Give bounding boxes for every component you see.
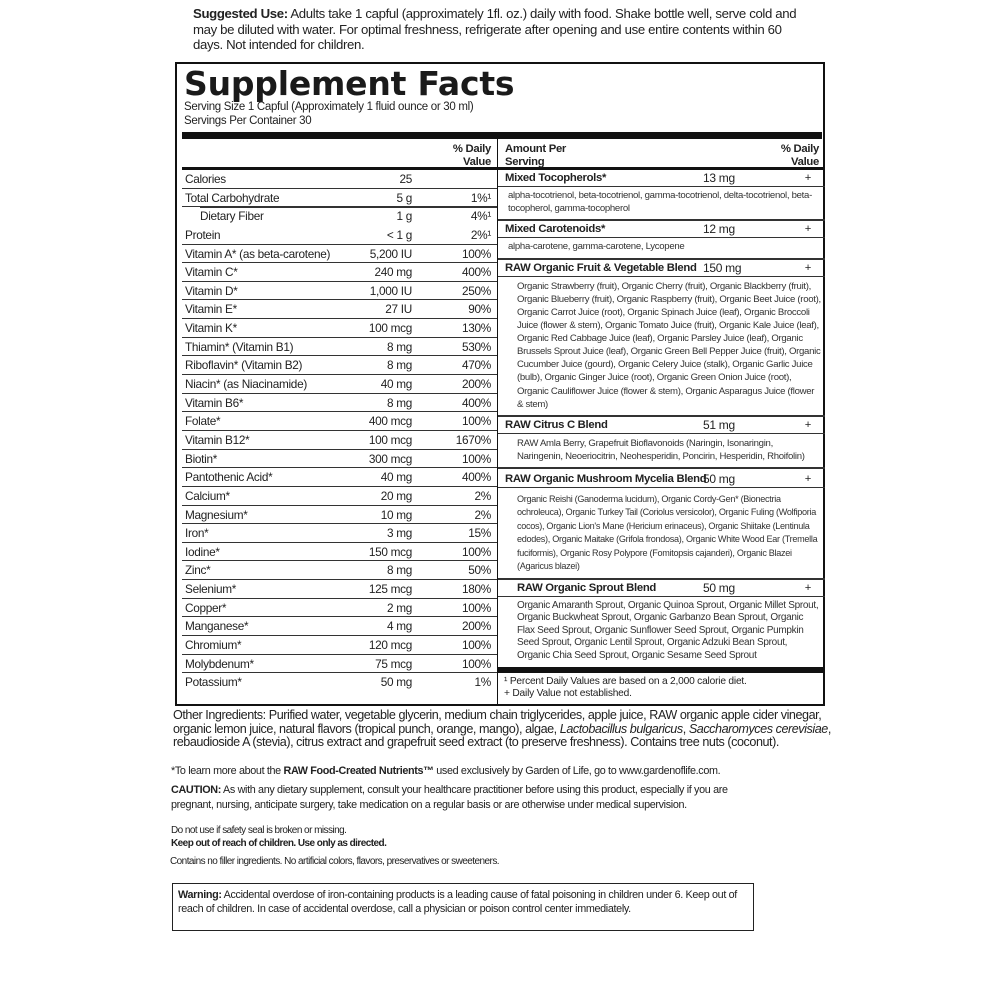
nutrient-dv: 50% <box>468 563 491 578</box>
blend-dv: + <box>804 172 811 184</box>
blend-name: Mixed Tocopherols* <box>505 172 607 184</box>
divider-bar <box>182 132 822 139</box>
learn-more-note <box>171 765 720 777</box>
nutrient-dv: 15% <box>468 526 491 541</box>
nutrient-row <box>182 673 497 692</box>
footnote-plus: + Daily Value not established. <box>504 688 632 700</box>
nutrient-amount: 8 mg <box>386 563 412 578</box>
blend-ingredients: Organic Amaranth Sprout, Organic Quinoa Sprout, Organic Millet Sprout, Organic Buckwheat Sprout, Organic Garbanzo Bean Sprout, Organic Flax Seed Sprout, Organic Sunflower Seed Sprout, Organic Pumpkin Seed Sprout, Organic Lentil Sprout, Organic Adzuki Bean Sprout, Organic Chia Seed Sprout, Organic Sesame Seed Sprout <box>517 599 819 661</box>
caution-label: CAUTION: <box>171 784 221 796</box>
nutrient-amount: 100 mcg <box>368 321 412 336</box>
nutrient-amount: 8 mg <box>386 395 412 410</box>
nutrient-amount: 75 mcg <box>375 656 412 671</box>
nutrient-dv: 530% <box>462 339 491 354</box>
left-dv-header: % Daily Value <box>452 143 491 168</box>
blend-header <box>498 170 825 187</box>
nutrient-amount: 4 mg <box>386 619 412 634</box>
nutrient-table-right <box>497 139 825 704</box>
nutrient-dv: 100% <box>462 544 491 559</box>
nutrient-name: Iron* <box>185 526 209 541</box>
blend-block <box>498 471 825 580</box>
nutrient-dv: 470% <box>462 358 491 373</box>
nutrient-name: Pantothenic Acid* <box>185 470 273 485</box>
blend-amount: 50 mg <box>703 471 735 486</box>
nutrient-name: Total Carbohydrate <box>185 190 280 205</box>
nutrient-row <box>182 431 497 450</box>
nutrient-name: Vitamin B6* <box>185 395 244 410</box>
nutrient-dv: 90% <box>468 302 491 317</box>
blend-header <box>498 221 825 238</box>
blend-block <box>498 170 825 221</box>
serving-size: Serving Size 1 Capful (Approximately 1 fluid ounce or 30 ml) <box>184 101 474 113</box>
blend-name: RAW Organic Sprout Blend <box>517 581 657 594</box>
nutrient-dv: 200% <box>462 377 491 392</box>
nutrient-amount: < 1 g <box>386 227 412 242</box>
nutrient-dv: 100% <box>462 600 491 615</box>
suggested-use <box>193 6 813 53</box>
caution-text: As with any dietary supplement, consult your healthcare practitioner before using this product, especially if you are pregnant, nursing, anticipate surgery, take medication on a regular basis or are otherwise under medical supervision. <box>171 784 728 811</box>
species-name: Saccharomyces cerevisiae <box>688 721 828 736</box>
nutrient-name: Magnesium* <box>185 507 248 522</box>
right-header <box>498 139 825 170</box>
blend-ingredients: RAW Amla Berry, Grapefruit Bioflavonoids (Naringin, Isonaringin, Naringenin, Neoeriocitrin, Neohesperidin, Poncirin, Hesperidin, Rhoifolin) <box>498 434 825 469</box>
nutrient-dv: 200% <box>462 619 491 634</box>
nutrient-name: Vitamin E* <box>185 302 237 317</box>
nutrient-amount: 27 IU <box>385 302 412 317</box>
nutrient-dv: 1670% <box>455 432 491 447</box>
nutrient-row <box>182 263 497 282</box>
nutrient-name: Selenium* <box>185 582 237 597</box>
caution-note <box>171 783 731 813</box>
blend-header <box>498 260 825 277</box>
nutrient-amount: 8 mg <box>386 358 412 373</box>
nutrient-amount: 400 mcg <box>368 414 412 429</box>
nutrient-row <box>182 524 497 543</box>
blend-name: RAW Organic Mushroom Mycelia Blend <box>505 472 707 485</box>
blend-name: RAW Organic Fruit & Vegetable Blend <box>505 261 697 274</box>
nutrient-dv: 1%¹ <box>470 190 491 205</box>
other-ingredients-text: Other Ingredients: Purified water, vegetable glycerin, medium chain triglycerides, apple juice, RAW organic apple cider vinegar, organic lemon juice, natural flavors (tropical punch, orange, mango), algae, <box>173 708 822 736</box>
nutrient-name: Chromium* <box>185 638 242 653</box>
blend-header <box>498 417 825 434</box>
blend-block <box>498 417 825 469</box>
nutrient-row <box>182 375 497 394</box>
keep-out-note: Keep out of reach of children. Use only as directed. <box>171 838 387 849</box>
nutrient-row <box>182 282 497 301</box>
learn-more-brand: RAW Food-Created Nutrients™ <box>283 765 434 777</box>
nutrient-name: Dietary Fiber <box>200 209 264 224</box>
nutrient-row <box>182 561 497 580</box>
safety-notes <box>171 824 386 850</box>
nutrient-name: Vitamin B12* <box>185 432 250 447</box>
nutrient-row <box>182 487 497 506</box>
nutrient-dv: 400% <box>462 265 491 280</box>
nutrient-name: Vitamin K* <box>185 321 237 336</box>
nutrient-name: Manganese* <box>185 619 249 634</box>
nutrient-amount: 40 mg <box>380 470 412 485</box>
nutrient-dv: 2% <box>474 507 491 522</box>
nutrient-name: Riboflavin* (Vitamin B2) <box>185 358 303 373</box>
nutrient-name: Vitamin C* <box>185 265 238 280</box>
nutrient-amount: 8 mg <box>386 339 412 354</box>
nutrient-amount: 5 g <box>396 190 412 205</box>
nutrient-amount: 1,000 IU <box>369 283 412 298</box>
nutrient-name: Biotin* <box>185 451 218 466</box>
blend-dv: + <box>804 223 811 236</box>
nutrient-row <box>182 617 497 636</box>
nutrient-amount: 100 mcg <box>368 432 412 447</box>
panel-title: Supplement Facts <box>184 64 515 103</box>
nutrient-row <box>182 599 497 618</box>
blend-ingredients: Organic Reishi (Ganoderma lucidum), Organic Cordy-Gen* (Bionectria ochroleuca), Organic Turkey Tail (Coriolus versicolor), Organic Fuling (Wolfiporia cocos), Organic Lion's Mane (Hericium erinaceus), Organic Shiitake (Lentinula edodes), Organic Maitake (Grifola frondosa), Organic White Wood Ear (Tremella fuciformis), Organic Rosy Polypore (Fomitopsis cajanderi), Organic Blazei (Agaricus blazei) <box>498 488 825 580</box>
left-header <box>182 139 497 170</box>
nutrient-dv: 1% <box>474 675 491 690</box>
nutrient-amount: 120 mcg <box>368 638 412 653</box>
nutrient-name: Vitamin A* (as beta-carotene) <box>185 246 331 261</box>
nutrient-amount: 300 mcg <box>368 451 412 466</box>
amount-header: Amount Per Serving <box>505 143 567 168</box>
safety-seal-note: Do not use if safety seal is broken or missing. <box>171 825 347 836</box>
nutrient-dv: 100% <box>462 656 491 671</box>
other-ingredients <box>173 709 838 750</box>
separator: , <box>682 721 689 736</box>
blend-block <box>498 221 825 260</box>
nutrient-amount: 2 mg <box>386 600 412 615</box>
nutrient-dv: 2% <box>474 488 491 503</box>
nutrient-dv: 400% <box>462 395 491 410</box>
nutrient-name: Potassium* <box>185 675 242 690</box>
nutrient-row <box>182 450 497 469</box>
nutrient-row <box>182 207 497 226</box>
other-ingredients-text: , rebaudioside A (stevia), citrus extract and grapefruit seed extract (to preserve freshness). Contains tree nuts (coconut). <box>173 721 831 750</box>
nutrient-amount: 5,200 IU <box>369 246 412 261</box>
nutrient-name: Molybdenum* <box>185 656 254 671</box>
warning-text: Accidental overdose of iron-containing products is a leading cause of fatal poisoning in children under 6. Keep out of reach of children. In case of accidental overdose, call a physician or poison control center immediately. <box>178 889 737 915</box>
nutrient-amount: 1 g <box>396 209 412 224</box>
footnotes <box>498 673 825 704</box>
iron-warning-box <box>172 883 754 931</box>
nutrient-name: Protein <box>185 227 221 242</box>
nutrient-row <box>182 468 497 487</box>
nutrient-name: Calories <box>185 172 226 186</box>
blend-ingredients: Organic Strawberry (fruit), Organic Cherry (fruit), Organic Blackberry (fruit), Organic Blueberry (fruit), Organic Raspberry (fruit), Organic Beet Juice (root), Organic Carrot Juice (root), Organic Spinach Juice (leaf), Organic Broccoli Juice (flower & stem), Organic Tomato Juice (fruit), Organic Kale Juice (leaf), Organic Red Cabbage Juice (leaf), Organic Parsley Juice (leaf), Organic Brussels Sprout Juice (leaf), Organic Green Bell Pepper Juice (fruit), Organic Cucumber Juice (gourd), Organic Celery Juice (stalk), Organic Garlic Juice (bulb), Organic Ginger Juice (root), Organic Green Onion Juice (root), Organic Cauliflower Juice (flower & stem), Organic Asparagus Juice (flower & stem) <box>498 277 825 417</box>
nutrient-name: Calcium* <box>185 488 230 503</box>
nutrient-name: Iodine* <box>185 544 220 559</box>
nutrient-dv: 180% <box>462 582 491 597</box>
nutrient-row <box>182 356 497 375</box>
nutrient-row <box>182 300 497 319</box>
nutrient-amount: 25 <box>399 172 412 186</box>
blend-amount: 50 mg <box>703 580 735 595</box>
blend-dv: + <box>804 472 811 485</box>
nutrient-amount: 240 mg <box>374 265 412 280</box>
blend-header <box>498 471 825 488</box>
nutrient-amount: 50 mg <box>380 675 412 690</box>
nutrient-dv: 2%¹ <box>470 227 491 242</box>
supplement-facts-panel <box>175 62 825 706</box>
nutrient-name: Vitamin D* <box>185 283 238 298</box>
nutrient-row <box>182 226 497 245</box>
nutrient-amount: 3 mg <box>386 526 412 541</box>
nutrient-amount: 150 mcg <box>368 544 412 559</box>
blend-block <box>498 260 825 417</box>
blend-amount: 13 mg <box>703 171 735 185</box>
nutrient-name: Niacin* (as Niacinamide) <box>185 377 307 392</box>
species-name: Lactobacillus bulgaricus <box>559 721 683 736</box>
nutrient-dv: 100% <box>462 414 491 429</box>
nutrient-row <box>182 580 497 599</box>
nutrient-name: Thiamin* (Vitamin B1) <box>185 339 294 354</box>
suggested-use-label: Suggested Use: <box>193 6 288 21</box>
nutrient-row <box>182 245 497 264</box>
blend-ingredients: alpha-tocotrienol, beta-tocotrienol, gamma-tocotrienol, delta-tocotrienol, beta-tocopherol, gamma-tocopherol <box>498 187 825 221</box>
blend-block <box>498 580 825 666</box>
blend-amount: 12 mg <box>703 222 735 237</box>
blend-dv: + <box>804 261 811 274</box>
nutrient-row <box>182 394 497 413</box>
blend-amount: 51 mg <box>703 417 735 432</box>
footnote-dv: ¹ Percent Daily Values are based on a 2,000 calorie diet. <box>504 675 747 687</box>
nutrient-dv: 130% <box>462 321 491 336</box>
learn-more-text: used exclusively by Garden of Life, go to www.gardenoflife.com. <box>433 765 721 777</box>
blend-dv: + <box>804 581 811 594</box>
nutrient-amount: 10 mg <box>380 507 412 522</box>
no-fillers-note: Contains no filler ingredients. No artificial colors, flavors, preservatives or sweeteners. <box>170 856 499 867</box>
nutrient-row <box>182 636 497 655</box>
nutrient-row <box>182 412 497 431</box>
nutrient-row <box>182 189 497 208</box>
blend-name: RAW Citrus C Blend <box>505 418 608 431</box>
nutrient-dv: 100% <box>462 451 491 466</box>
serving-info <box>184 100 473 128</box>
nutrient-amount: 20 mg <box>380 488 412 503</box>
warning-label: Warning: <box>178 889 222 901</box>
nutrient-row <box>182 543 497 562</box>
nutrient-dv: 400% <box>462 470 491 485</box>
blend-ingredients: alpha-carotene, gamma-carotene, Lycopene <box>498 238 825 260</box>
nutrient-row <box>182 655 497 674</box>
nutrient-table-left <box>182 139 497 692</box>
nutrient-row <box>182 170 497 189</box>
nutrient-dv: 250% <box>462 283 491 298</box>
nutrient-amount: 125 mcg <box>368 582 412 597</box>
blend-dv: + <box>804 418 811 431</box>
nutrient-amount: 40 mg <box>380 377 412 392</box>
blend-name: Mixed Carotenoids* <box>505 223 606 236</box>
blend-header <box>498 580 825 597</box>
nutrient-name: Folate* <box>185 414 221 429</box>
right-dv-header: % Daily Value <box>780 143 819 168</box>
nutrient-dv: 100% <box>462 638 491 653</box>
nutrient-dv: 4%¹ <box>470 209 491 224</box>
nutrient-name: Zinc* <box>185 563 211 578</box>
nutrient-row <box>182 319 497 338</box>
nutrient-dv: 100% <box>462 246 491 261</box>
blend-amount: 150 mg <box>703 260 742 275</box>
servings-per-container: Servings Per Container 30 <box>184 115 312 127</box>
suggested-use-text: Adults take 1 capful (approximately 1fl. oz.) daily with food. Shake bottle well, serve cold and may be diluted with water. For optimal freshness, refrigerate after opening and use entire contents within 60 days. Not intended for children. <box>193 6 797 52</box>
nutrient-row <box>182 338 497 357</box>
nutrient-name: Copper* <box>185 600 227 615</box>
learn-more-text: *To learn more about the <box>171 765 284 777</box>
nutrient-row <box>182 506 497 525</box>
